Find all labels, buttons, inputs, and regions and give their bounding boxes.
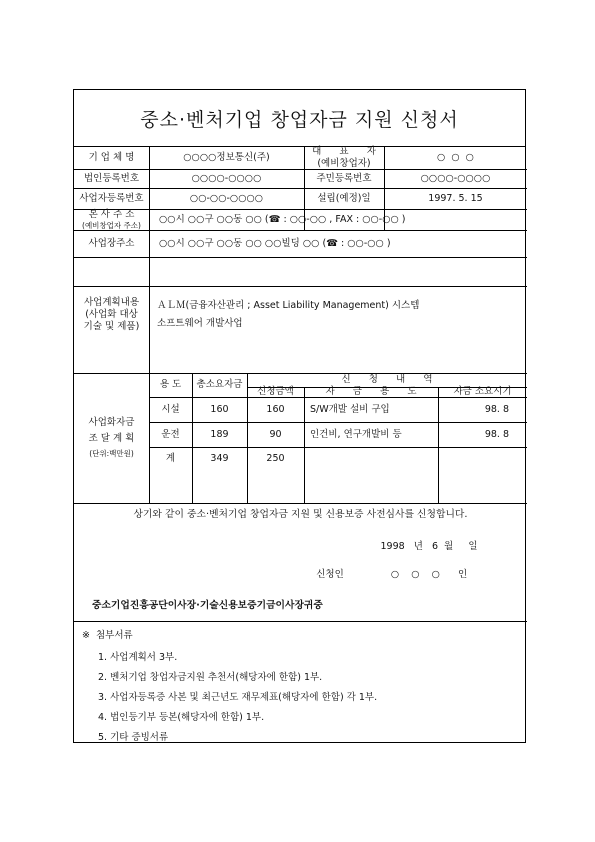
business-plan-line2: 소프트웨어 개발사업 [157,318,243,329]
table-row-amount: 160 [266,403,285,415]
biz-reg-label: 사업자등록번호 [79,192,144,204]
application-form [73,89,526,743]
table-row-timing: 98. 8 [484,428,509,440]
table-row-amount: 90 [269,428,282,440]
business-plan-line1: ＡＬＭ(금융자산관리 ; Asset Liability Management) 시스템 [157,300,420,312]
funding-plan-unit: (단위:백만원) [89,449,134,459]
corp-reg-value: ○○○○-○○○○ [191,172,262,184]
declaration-date: 1998 년 6 월 일 [380,541,478,553]
table-row-timing [438,447,527,471]
declaration-text: 상기와 같이 중소·벤처기업 창업자금 지원 및 신용보증 사전심사를 신청합니다. [133,508,468,520]
table-row-use: 계 [165,453,176,465]
representative-label-line1: 대 표 자 [312,146,376,158]
business-plan-value [149,257,527,373]
representative-value: ○ ○ ○ [437,152,474,164]
biz-reg-value: ○○-○○-○○○○ [189,192,264,204]
company-name-label: 기 업 체 명 [88,152,135,164]
addressee: 중소기업진흥공단이사장·기술신용보증기금이사장귀중 [92,599,323,611]
col-application-header: 신 청 내 역 [341,374,433,386]
representative-label [304,147,384,169]
col-amount-header: 신청금액 [257,386,294,398]
attachments-heading: ※ 첨부서류 [82,630,133,642]
table-row-total: 349 [210,453,229,465]
applicant-label: 신청인 [316,569,344,581]
site-address-value: ○○시 ○○구 ○○동 ○○ ○○빌딩 ○○ (☎ : ○○-○○ ) [159,237,391,249]
table-row-purpose: 인건비, 연구개발비 등 [310,428,402,440]
table-row-amount: 250 [266,453,285,465]
funding-plan-label-line2: 조 달 계 획 [88,433,135,445]
hq-address-label-line2: (예비창업자 주소) [82,220,141,230]
attachment-item: 5. 기타 증빙서류 [98,732,169,744]
business-plan-label [74,257,149,373]
col-use-header: 용 도 [159,379,182,391]
hq-address-label-line1: 본 사 주 소 [88,208,135,220]
table-row-purpose [304,447,438,471]
col-purpose-header: 자 금 용 도 [325,386,417,398]
attachment-item: 3. 사업자등록증 사본 및 최근년도 재무제표(해당자에 한함) 각 1부. [98,692,378,704]
resident-reg-value: ○○○○-○○○○ [420,172,491,184]
hq-address-label [74,209,149,230]
table-row-timing: 98. 8 [484,403,509,415]
col-total-header: 총소요자금 [196,379,243,391]
attachment-item: 4. 법인등기부 등본(해당자에 한함) 1부. [98,712,265,724]
corp-reg-label: 법인등록번호 [83,172,140,184]
funding-plan-label [74,373,149,503]
resident-reg-label: 주민등록번호 [316,172,372,184]
table-row-total: 189 [210,428,229,440]
site-address-label: 사업장주소 [88,237,135,249]
table-row-use: 운전 [161,428,180,440]
business-plan-label-line2: (사업화 대상 [85,309,138,321]
form-title: 중소·벤처기업 창업자금 지원 신청서 [74,90,525,147]
attachment-item: 1. 사업계획서 3부. [98,652,178,664]
col-timing-header: 자금 소요시기 [453,386,512,398]
business-plan-label-line1: 사업계획내용 [83,297,140,309]
establish-date-value: 1997. 5. 15 [428,192,483,204]
table-row-use: 시설 [161,403,180,415]
establish-date-label: 설립(예정)일 [317,192,371,204]
business-plan-label-line3: 기술 및 제품) [83,320,140,332]
funding-plan-label-line1: 사업화자금 [88,417,135,429]
company-name-value: ○○○○정보통신(주) [183,152,270,164]
attachment-item: 2. 벤처기업 창업자금지원 추천서(해당자에 한함) 1부. [98,672,323,684]
representative-label-line2: (예비창업자) [317,158,371,169]
table-row-purpose: S/W개발 설비 구입 [310,403,390,415]
hq-address-value: ○○시 ○○구 ○○동 ○○ (☎ : ○○-○○ , FAX : ○○-○○ ) [159,213,406,225]
applicant-value: ○ ○ ○ 인 [390,569,468,581]
table-row-total: 160 [210,403,229,415]
